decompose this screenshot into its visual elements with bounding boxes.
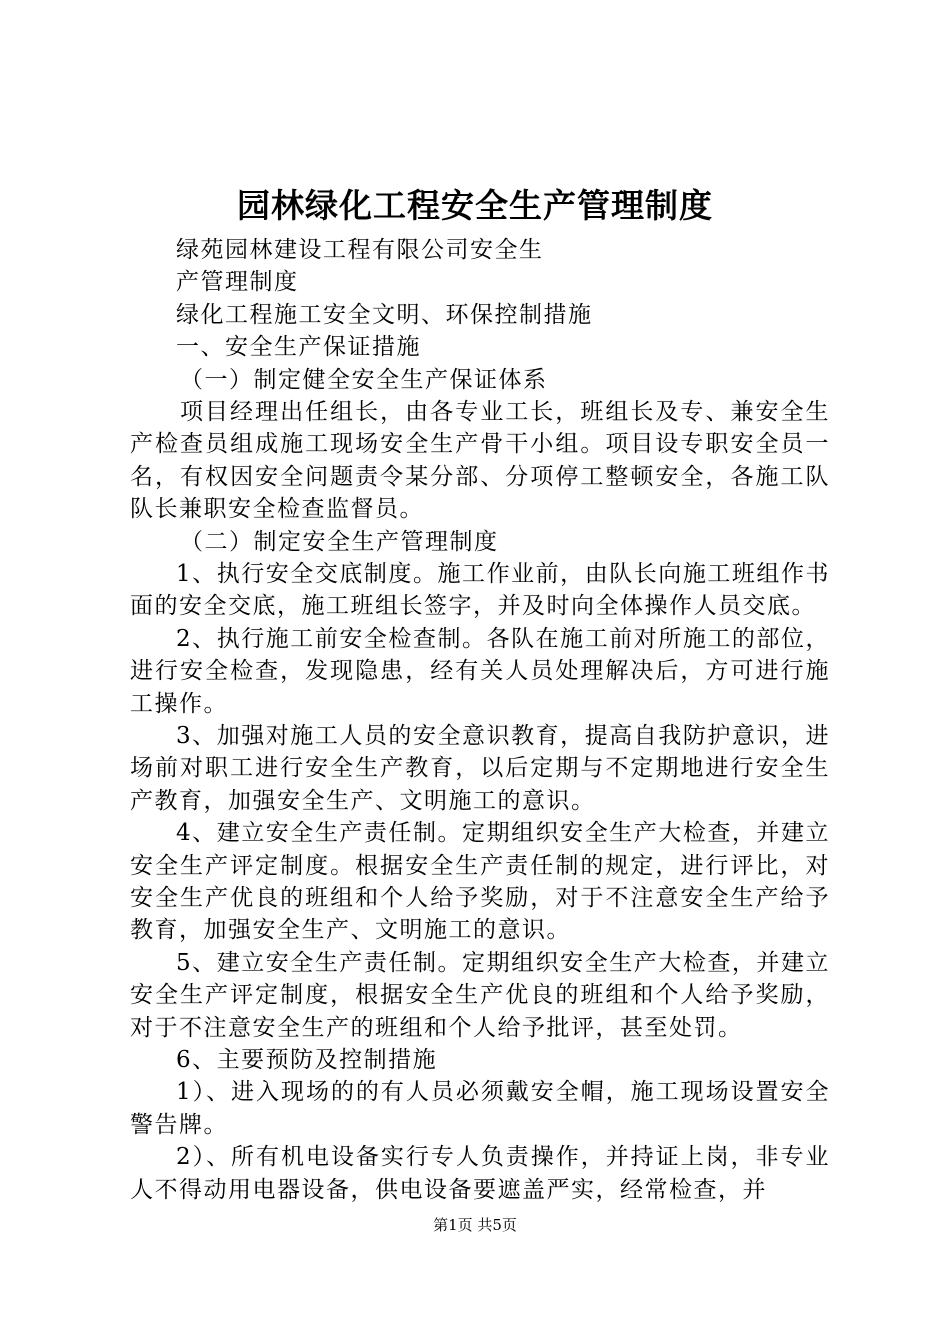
document-title: 园林绿化工程安全生产管理制度 — [237, 186, 713, 225]
page-indicator: 第1页 共5页 — [433, 1216, 517, 1234]
company-line-cont: 产管理制度 — [176, 269, 299, 296]
item-2-paragraph: 2、执行施工前安全检查制。各队在施工前对所施工的部位，进行安全检查，发现隐患，经有关人员处理解决后，方可进行施工操作。 — [130, 625, 830, 717]
item-4-paragraph: 4、建立安全生产责任制。定期组织安全生产大检查，并建立安全生产评定制度。根据安全生产责任制的规定，进行评比，对安全生产优良的班组和个人给予奖励，对于不注意安全生产给予教育，加强安全生产、文明施工的意识。 — [130, 820, 830, 944]
sub-item-1-paragraph: 1）、进入现场的的有人员必须戴安全帽，施工现场设置安全警告牌。 — [130, 1079, 830, 1138]
section-one-heading: 一、安全生产保证措施 — [176, 334, 421, 361]
item-1-paragraph: 1、执行安全交底制度。施工作业前，由队长向施工班组作书面的安全交底，施工班组长签字，并及时向全体操作人员交底。 — [130, 560, 830, 620]
subsection-one-heading: （一）制定健全安全生产保证体系 — [180, 366, 548, 393]
document-body — [130, 234, 830, 1206]
item-3-paragraph: 3、加强对施工人员的安全意识教育，提高自我防护意识，进场前对职工进行安全生产教育，以后定期与不定期地进行安全生产教育，加强安全生产、文明施工的意识。 — [130, 723, 830, 814]
subsection-two-heading: （二）制定安全生产管理制度 — [180, 528, 499, 555]
company-line: 绿苑园林建设工程有限公司安全生 — [176, 237, 544, 263]
sub-item-2-paragraph: 2）、所有机电设备实行专人负责操作，并持证上岗，非专业人不得动用电器设备，供电设备要遮盖严实，经常检查，并 — [130, 1144, 830, 1203]
measures-heading: 绿化工程施工安全文明、环保控制措施 — [176, 301, 593, 328]
team-paragraph: 项目经理出任组长，由各专业工长，班组长及专、兼安全生产检查员组成施工现场安全生产骨干小组。项目设专职安全员一名，有权因安全问题责令某分部、分项停工整顿安全，各施工队队长兼职安全检查监督员。 — [130, 398, 830, 523]
item-5-paragraph: 5、建立安全生产责任制。定期组织安全生产大检查，并建立安全生产评定制度，根据安全生产优良的班组和个人给予奖励，对于不注意安全生产的班组和个人给予批评，甚至处罚。 — [130, 949, 830, 1041]
item-6-heading: 6、主要预防及控制措施 — [176, 1047, 438, 1074]
